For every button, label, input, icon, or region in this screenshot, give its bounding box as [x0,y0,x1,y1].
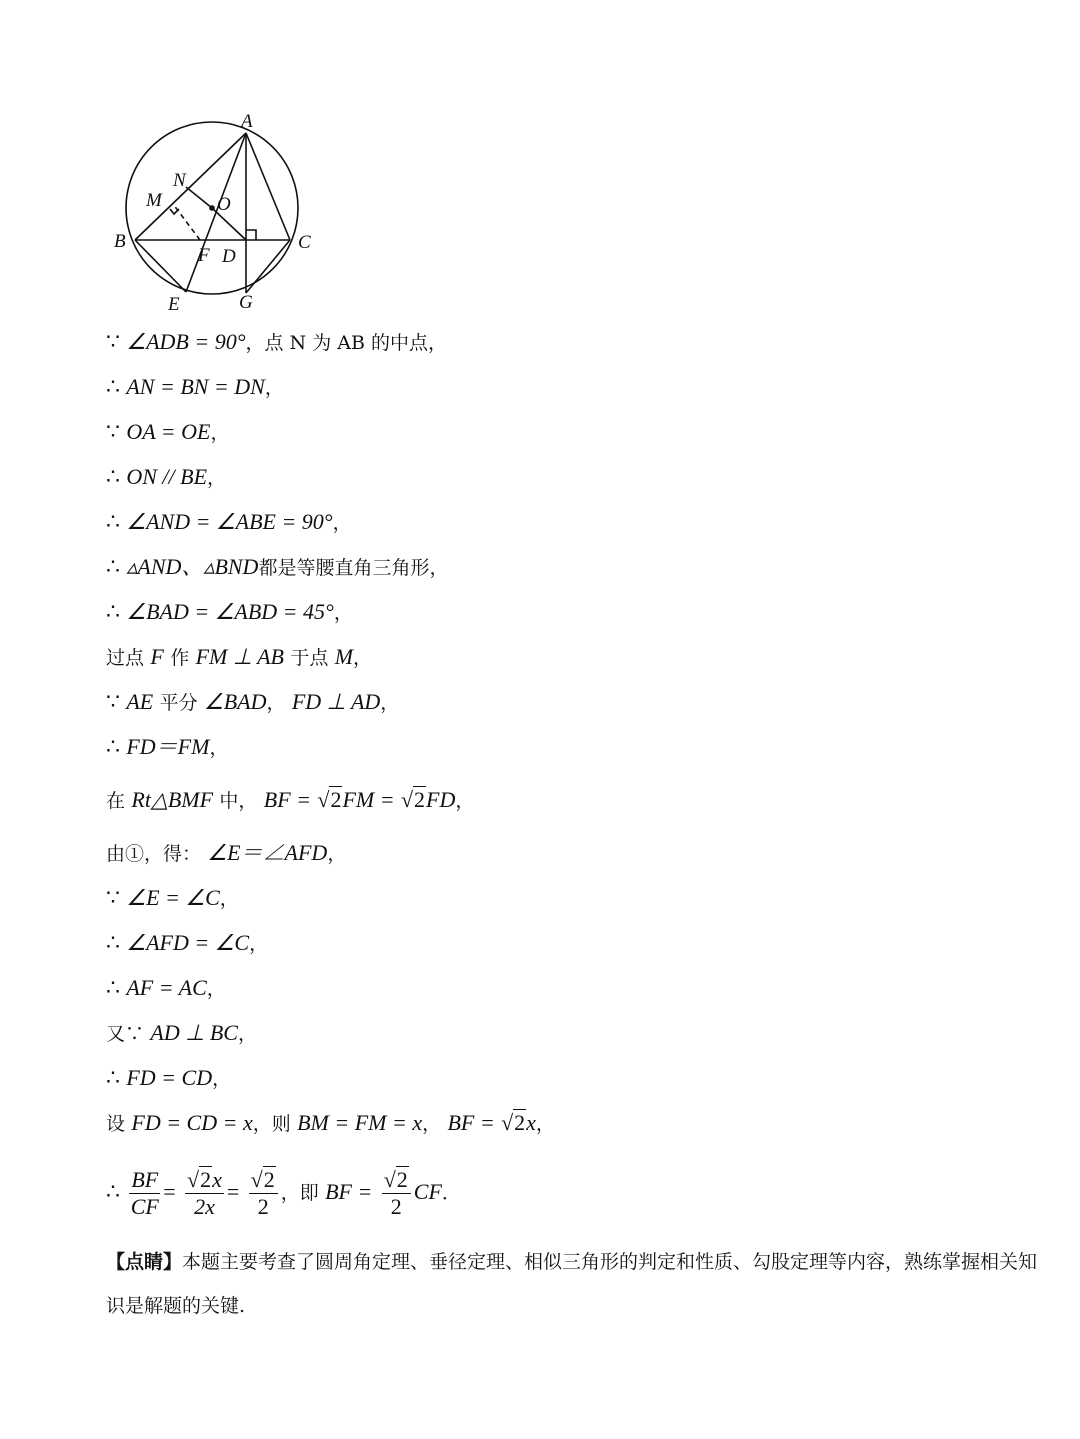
step-1: ∵ ∠ADB = 90°，点 N 为 AB 的中点， [106,329,447,354]
segment-fm [173,204,200,240]
label-b: B [114,231,126,252]
label-o: O [217,194,231,215]
label-d: D [222,246,236,267]
note-label: 【点睛】 [106,1251,183,1273]
step-11: 在 Rt△BMF 中， BF = √2FM = √2FD， [106,784,474,816]
segment-gc [246,240,290,293]
step-8: 过点 F 作 FM ⊥ AB 于点 M， [106,644,373,669]
step-3: ∵ OA = OE， [106,419,230,444]
label-a: A [241,111,253,132]
note-text: 本题主要考查了圆周角定理、垂径定理、相似三角形的判定和性质、勾股定理等内容，熟练掌握相关知识是解题的关键. [106,1251,1038,1317]
step-9: ∵ AE 平分 ∠BAD， FD ⊥ AD， [106,689,400,714]
fraction-sqrt2x-2x: $\frac{√2x}{2x}$ [187,1167,222,1219]
sqrt-1: √2 [317,787,342,812]
step-2: ∴ AN = BN = DN， [106,374,284,399]
step-5: ∴ ∠AND = ∠ABE = 90°， [106,509,352,534]
step-16: 又∵ AD ⊥ BC， [106,1020,257,1045]
label-m: M [146,190,162,211]
step-17: ∴ FD = CD， [106,1065,232,1090]
fraction-sqrt2-2: $\frac{√2}{2}$ [249,1167,278,1220]
step-7: ∴ ∠BAD = ∠ABD = 45°， [106,599,353,624]
step-18: 设 FD = CD = x，则 BM = FM = x， BF = √2x， [106,1107,555,1139]
label-n: N [173,170,186,191]
segment-no [186,187,212,208]
segment-ac [246,133,290,240]
step-13: ∵ ∠E = ∠C， [106,885,239,910]
sqrt-2: √2 [400,787,426,812]
step-4: ∴ ON // BE， [106,464,227,489]
label-f: F [198,245,210,266]
sqrt-3: √2 [501,1110,526,1135]
step-12: 由①，得： ∠E＝∠AFD， [106,840,347,865]
step-6: ∴ ▵AND、▵BND都是等腰直角三角形， [106,554,449,579]
right-angle-d [246,230,256,240]
step-14: ∴ ∠AFD = ∠C， [106,930,269,955]
segment-be [135,240,186,292]
commentary-note [106,1240,1046,1328]
fraction-sqrt2-2-b: $\frac{√2}{2}$ [382,1167,411,1220]
step-19: ∴ $\frac{BF}{CF}$ = $\frac{√2x}{2x}$ = $\frac{√2}{2}$ ，即 BF = $\frac{√2}{2}$ CF． [106,1167,461,1219]
step-10: ∴ FD＝FM， [106,734,229,759]
step-15: ∴ AF = AC， [106,975,226,1000]
label-e: E [168,294,180,315]
label-c: C [298,232,311,253]
point-o [209,205,215,211]
geometry-figure [100,102,330,320]
label-g: G [239,292,253,313]
fraction-bf-cf: $\frac{BF}{CF}$ [130,1167,159,1219]
